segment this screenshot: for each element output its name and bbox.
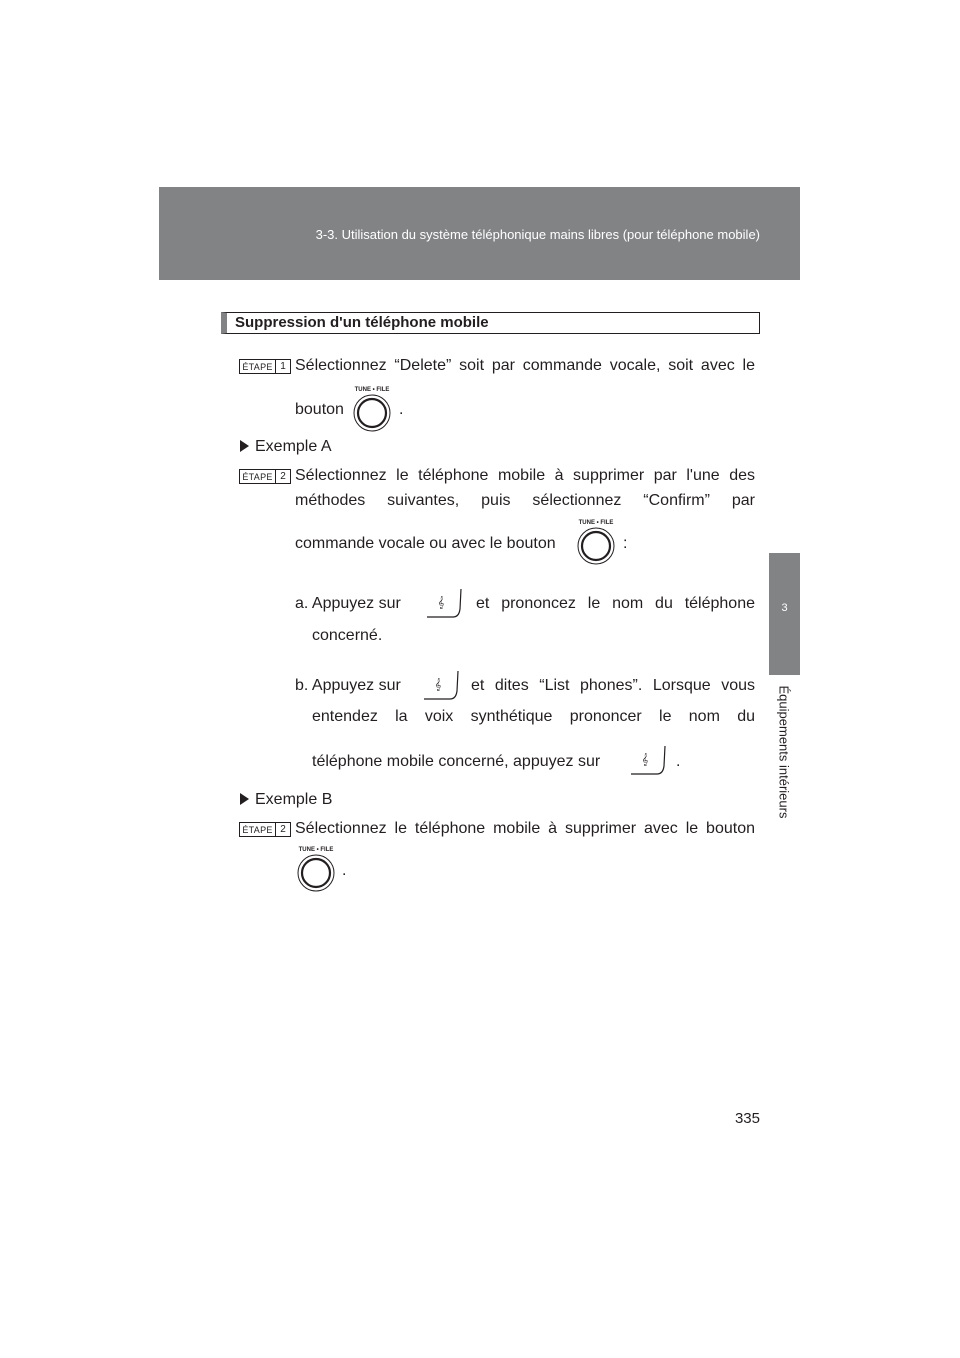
example-b-label: Exemple B (255, 791, 333, 808)
header-band (159, 187, 800, 280)
step-badge-label: ÉTAPE (242, 361, 273, 372)
tune-file-knob-icon (571, 517, 621, 567)
option-a-prefix: a. Appuyez sur (295, 595, 401, 612)
option-a-suffix: et prononcez le nom du téléphone (476, 595, 755, 612)
tune-file-knob-icon (347, 384, 397, 434)
section-title-box (221, 312, 760, 334)
arrow-bullet-icon (240, 793, 249, 805)
step-badge-number: 2 (275, 823, 290, 836)
arrow-bullet-icon (240, 440, 249, 452)
step-badge-number: 1 (275, 360, 290, 373)
step1-line2-prefix: bouton (295, 401, 344, 418)
step-badge-2a (239, 469, 291, 484)
step-badge-2b (239, 822, 291, 837)
page-number: 335 (734, 1110, 760, 1127)
step1-line2-suffix: . (399, 401, 404, 418)
example-a-label: Exemple A (255, 438, 332, 455)
knob-label: TUNE • FILE (354, 387, 390, 393)
tune-file-knob-icon (291, 844, 341, 894)
step-badge-1 (239, 359, 291, 374)
chapter-label: Équipements intérieurs (776, 685, 792, 819)
breadcrumb: 3-3. Utilisation du système téléphonique mains libres (pour téléphone mobile) (315, 227, 760, 242)
example-a-heading (240, 437, 331, 457)
section-title: Suppression d'un téléphone mobile (235, 314, 489, 331)
svg-text:𝄞: 𝄞 (641, 753, 649, 766)
step2a-line1: Sélectionnez le téléphone mobile à supprimer par l'une des (295, 467, 755, 484)
voice-talk-switch-icon (420, 669, 460, 701)
option-b-line3-prefix: téléphone mobile concerné, appuyez sur (312, 753, 601, 770)
step2b-line1: Sélectionnez le téléphone mobile à supprimer avec le bouton (295, 820, 755, 837)
option-b-line2: entendez la voix synthétique prononcer le nom du (312, 708, 755, 725)
voice-talk-switch-icon (627, 744, 667, 776)
step-badge-label: ÉTAPE (242, 471, 273, 482)
step1-line1: Sélectionnez “Delete” soit par commande vocale, soit avec le (295, 357, 755, 374)
step2a-line3-prefix: commande vocale ou avec le bouton (295, 535, 556, 552)
example-b-heading (240, 790, 332, 810)
chapter-number: 3 (781, 602, 788, 614)
step2a-line2: méthodes suivantes, puis sélectionnez “Confirm” par (295, 492, 755, 509)
option-b-line3-suffix: . (676, 753, 681, 770)
step-badge-number: 2 (275, 470, 290, 483)
svg-text:𝄞: 𝄞 (434, 678, 442, 691)
chapter-label-container (764, 685, 804, 819)
step-badge-label: ÉTAPE (242, 824, 273, 835)
step2b-line2-suffix: . (342, 862, 347, 879)
svg-text:𝄞: 𝄞 (437, 596, 445, 609)
option-b-suffix: et dites “List phones”. Lorsque vous (471, 677, 755, 694)
knob-label: TUNE • FILE (298, 847, 334, 853)
option-a-line2: concerné. (312, 627, 383, 644)
voice-talk-switch-icon (423, 587, 463, 619)
step2a-line3-suffix: : (623, 535, 628, 552)
option-b-prefix: b. Appuyez sur (295, 677, 401, 694)
knob-label: TUNE • FILE (578, 520, 614, 526)
chapter-tab (769, 553, 800, 675)
